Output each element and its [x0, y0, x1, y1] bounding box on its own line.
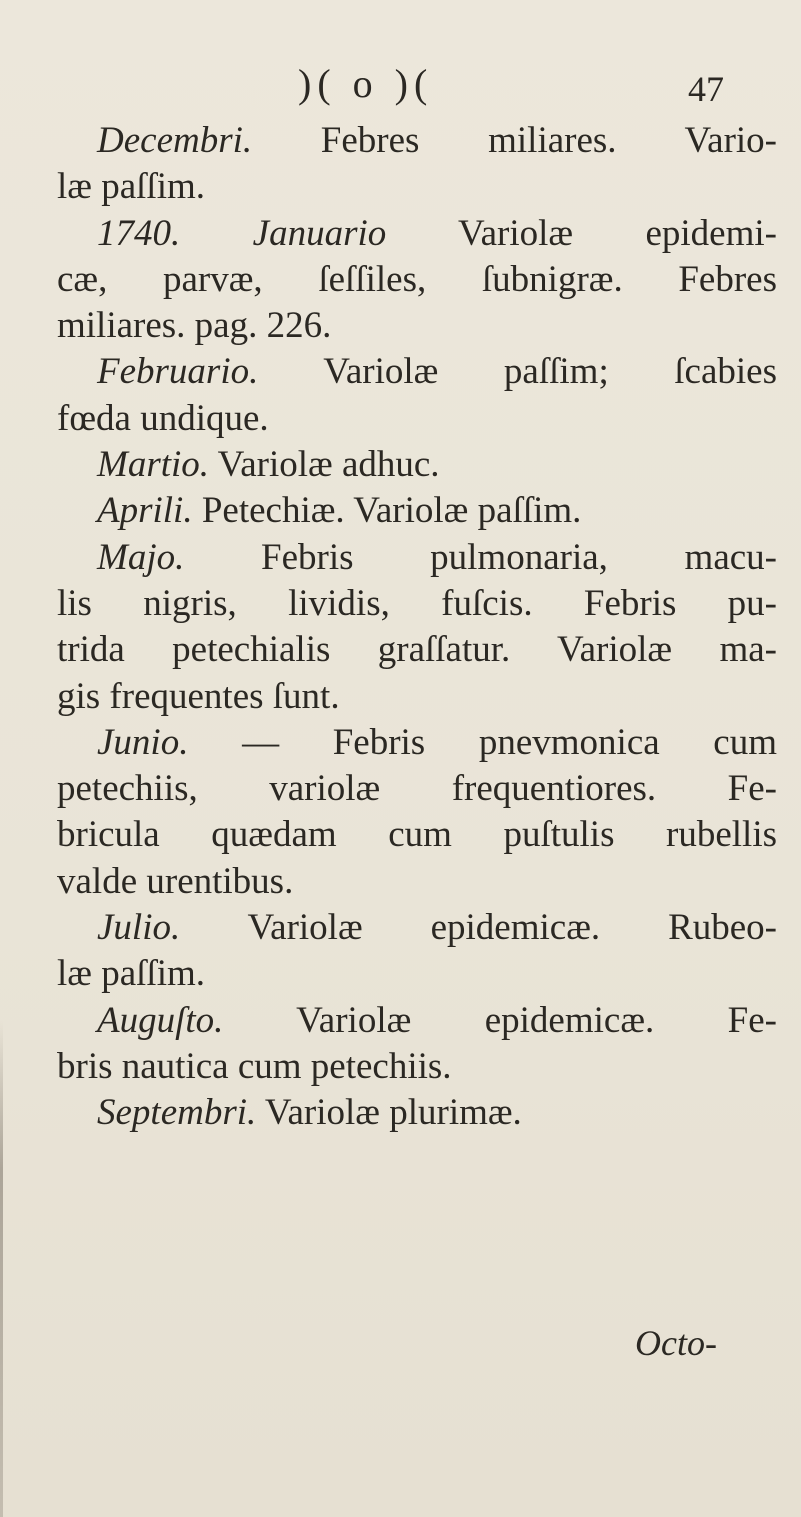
- text-line: [57, 812, 777, 858]
- line-text: Variolæ adhuc.: [209, 444, 440, 486]
- text-line: [57, 674, 777, 720]
- text-line: [57, 535, 777, 581]
- line-text: Variolæ epidemicæ. Fe-: [223, 999, 777, 1041]
- month-label: 1740. Januario: [97, 212, 387, 254]
- month-label: Auguſto.: [97, 999, 224, 1041]
- line-text: bricula quædam cum puſtulis rubellis: [57, 814, 777, 856]
- month-label: Septembri.: [97, 1092, 257, 1134]
- line-text: — Febris pnevmonica cum: [188, 721, 777, 763]
- text-line: [57, 349, 777, 395]
- text-line: [57, 581, 777, 627]
- line-text: miliares. pag. 226.: [57, 305, 332, 347]
- body-text: [57, 118, 777, 1137]
- text-line: [57, 257, 777, 303]
- text-line: [57, 442, 777, 488]
- page-edge-shadow: [0, 1020, 3, 1517]
- line-text: cæ, parvæ, ſeſſiles, ſubnigræ. Febres: [57, 258, 777, 300]
- line-text: Petechiæ. Variolæ paſſim.: [192, 490, 582, 532]
- month-label: Martio.: [97, 444, 210, 486]
- month-label: Aprili.: [97, 490, 193, 532]
- month-label: Junio.: [97, 721, 189, 763]
- line-text: Variolæ epidemicæ. Rubeo-: [180, 907, 777, 949]
- month-label: Februario.: [97, 351, 259, 393]
- text-line: [57, 396, 777, 442]
- line-text: trida petechialis graſſatur. Variolæ ma-: [57, 629, 777, 671]
- text-line: [57, 766, 777, 812]
- text-line: [57, 720, 777, 766]
- line-text: lis nigris, lividis, fuſcis. Febris pu-: [57, 582, 777, 624]
- page-number: 47: [688, 69, 724, 109]
- line-text: Febres miliares. Vario-: [252, 120, 777, 161]
- line-text: Variolæ epidemi-: [386, 212, 777, 254]
- line-text: Febris pulmonaria, macu-: [184, 536, 777, 578]
- text-line: [57, 164, 777, 210]
- line-text: Variolæ plurimæ.: [256, 1092, 522, 1134]
- line-text: fœda undique.: [57, 397, 269, 439]
- text-line: [57, 488, 777, 534]
- text-line: [57, 303, 777, 349]
- month-label: Julio.: [97, 907, 181, 949]
- line-text: Variolæ paſſim; ſcabies: [258, 351, 777, 393]
- text-line: [57, 951, 777, 997]
- line-text: valde urentibus.: [57, 860, 294, 902]
- page-header: [0, 48, 801, 108]
- text-line: [57, 905, 777, 951]
- text-line: [57, 627, 777, 673]
- text-line: [57, 1090, 777, 1136]
- line-text: gis frequentes ſunt.: [57, 675, 340, 717]
- text-line: [57, 118, 777, 164]
- text-line: [57, 998, 777, 1044]
- month-label: Decembri.: [97, 120, 253, 161]
- header-ornament: )( o )(: [298, 61, 434, 106]
- text-line: [57, 1044, 777, 1090]
- line-text: læ paſſim.: [57, 953, 205, 995]
- line-text: bris nautica cum petechiis.: [57, 1045, 452, 1087]
- text-line: [57, 859, 777, 905]
- text-line: [57, 211, 777, 257]
- line-text: læ paſſim.: [57, 166, 205, 208]
- catchword: Octo-: [635, 1323, 717, 1363]
- line-text: petechiis, variolæ frequentiores. Fe-: [57, 768, 777, 810]
- month-label: Majo.: [97, 536, 185, 578]
